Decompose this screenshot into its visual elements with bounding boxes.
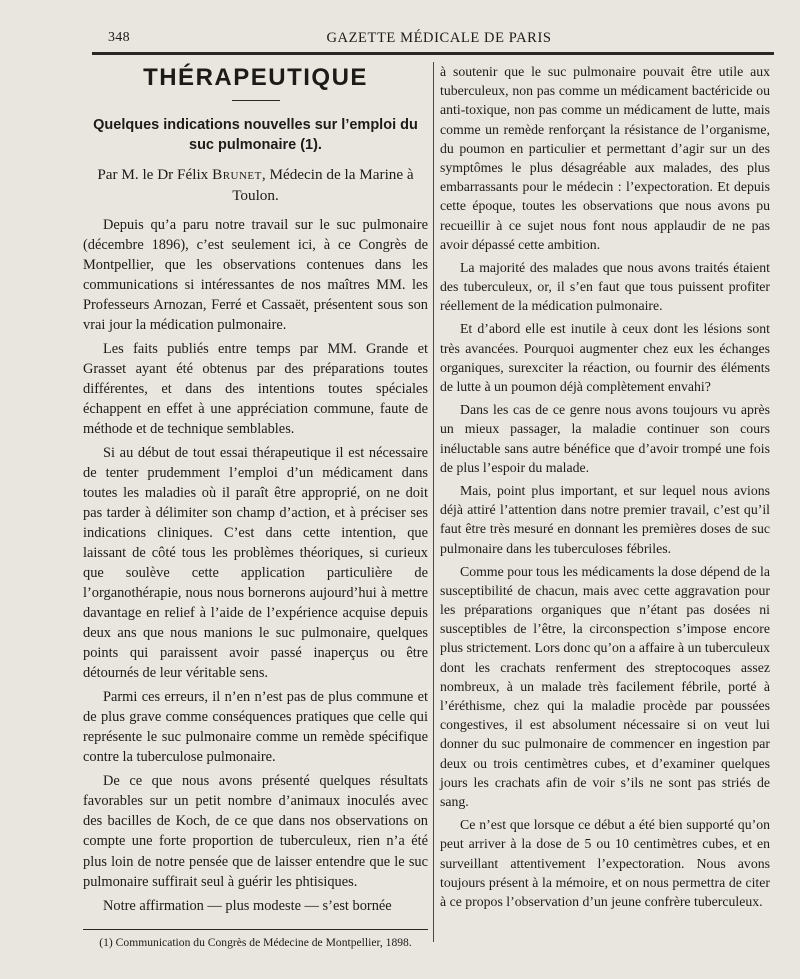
right-column — [440, 62, 770, 915]
article-title: Quelques indications nouvelles sur l’emploi du suc pulmonaire (1). — [93, 117, 418, 154]
header-rule — [92, 52, 774, 55]
title-rule — [232, 100, 280, 101]
footnote: (1) Communication du Congrès de Médecine de Montpellier, 1898. — [99, 936, 412, 949]
paragraph: Si au début de tout essai thérapeutique il est nécessaire de tenter prudemment l’emploi d’un médicament dans toutes les maladies où il paraît être approprié, on ne doit pas tarder à délimiter son champ d’action, et à préciser ses indications cliniques. C’est dans cette intention, que laissant de côté tous les problèmes théoriques, si curieux que soulève cette application particulière de l’organothérapie, nous nous bornerons aujourd’hui à mettre davantage en relief à l’aide de l’expérience acquise depuis deux ans que nous manions le suc pulmonaire, quelques points qui paraissent avoir passé inaperçus ou être détournés de leur véritable sens. — [83, 445, 428, 682]
column-divider — [433, 62, 434, 942]
byline-suffix: , Médecin de la Marine à Toulon. — [232, 166, 414, 204]
paragraph: Ce n’est que lorsque ce début a été bien supporté qu’on peut arriver à la dose de 5 ou 10 centimètres cubes, et en surveillant attentivement l’expectoration. Nous avons toujours présent à la mémoire, et on nous permettra de citer à ce propos l’observation d’un jeune confrère tuberculeux. — [440, 817, 770, 909]
paragraph: Mais, point plus important, et sur lequel nous avions déjà attiré l’attention dans notre premier travail, c’est qu’il faut être très mesuré en donnant les premières doses de suc pulmonaire dans les tuberculoses fébriles. — [440, 482, 770, 556]
section-title: THÉRAPEUTIQUE — [143, 64, 368, 91]
paragraph: Notre affirmation — plus modeste — s’est bornée — [103, 897, 392, 914]
page-number: 348 — [108, 30, 130, 45]
author-name: Brunet — [212, 166, 262, 184]
byline-prefix: Par M. le Dr Félix — [97, 166, 209, 184]
footnote-rule — [83, 929, 428, 930]
left-column — [83, 64, 428, 920]
paragraph: Les faits publiés entre temps par MM. Grande et Grasset ayant été obtenus par des préparations toutes différentes, et dans des intentions toutes spéciales échappent en effet à une appréciation commune, faute de méthode et de technique semblables. — [83, 341, 428, 438]
journal-title: GAZETTE MÉDICALE DE PARIS — [326, 29, 552, 46]
paragraph: Parmi ces erreurs, il n’en n’est pas de plus commune et de plus grave comme conséquences pratiques que celle qui représente le suc pulmonaire comme un remède spécifique contre la tuberculose pulmonaire. — [83, 689, 428, 766]
paragraph: Comme pour tous les médicaments la dose dépend de la susceptibilité de chacun, mais avec cette aggravation pour les préparations organiques que n’étant pas dosées ni susceptibles de l’être, la circonspection s’impose encore plus strictement. Lors donc qu’on a affaire à un tuberculeux dont les crachats renferment des streptocoques assez nombreux, à un malade très facilement fébrile, porté à l’éréthisme, chez qui la maladie procède par poussées congestives, il est absolument nécessaire si on veut lui donner du suc pulmonaire de commencer en ingestion par deux ou trois centimètres cubes, et d’examiner quelques jours les crachats afin de voir s’ils ne sont pas striés de sang. — [440, 563, 770, 809]
paragraph: Depuis qu’a paru notre travail sur le suc pulmonaire (décembre 1896), c’est seulement ici, à ce Congrès de Montpellier, que les observations contenues dans les communications si intéressantes de nos maîtres MM. les Professeurs Arnozan, Ferré et Cassaët, présentent sous son vrai jour la médication pulmonaire. — [83, 217, 428, 334]
paragraph: La majorité des malades que nous avons traités étaient des tuberculeux, or, il s’en faut que tous puissent profiter réellement de la médication pulmonaire. — [440, 259, 770, 314]
paragraph: De ce que nous avons présenté quelques résultats favorables sur un petit nombre d’animaux inoculés avec des bacilles de Koch, de ce que dans nos observations on compte une forte proportion de tuberculeux, rien n’a été plus loin de notre pensée que de laisser entendre que le suc pulmonaire suffirait seul à guérir les phtisiques. — [83, 773, 428, 890]
paragraph: Et d’abord elle est inutile à ceux dont les lésions sont très avancées. Pourquoi augmenter chez eux les échanges organiques, surexciter la réaction, ou fournir des éléments de lutte à un poumon déjà complètement envahi? — [440, 321, 770, 394]
paragraph: à soutenir que le suc pulmonaire pouvait être utile aux tuberculeux, non pas comme un médicament bactéricide ou anti-toxique, non pas comme un médicament de lutte, mais comme un remède renforçant la résistance de l’organisme, du poumon en particulier et permettant d’agir sur un des symptômes le plus désagréable aux malades, des plus embarrassants pour le médecin : l’expectoration. Et depuis cette époque, toutes les observations que nous avons pu recueillir à ce sujet nous font nous applaudir de ne pas avoir dépassé cette ambition. — [440, 64, 770, 252]
byline — [83, 165, 428, 206]
page-header — [108, 26, 770, 50]
paragraph: Dans les cas de ce genre nous avons toujours vu après un mieux passager, la maladie continuer son cours inéluctable sans autre bénéfice que d’avoir trompé une fois de plus l’espoir du malade. — [440, 402, 770, 475]
